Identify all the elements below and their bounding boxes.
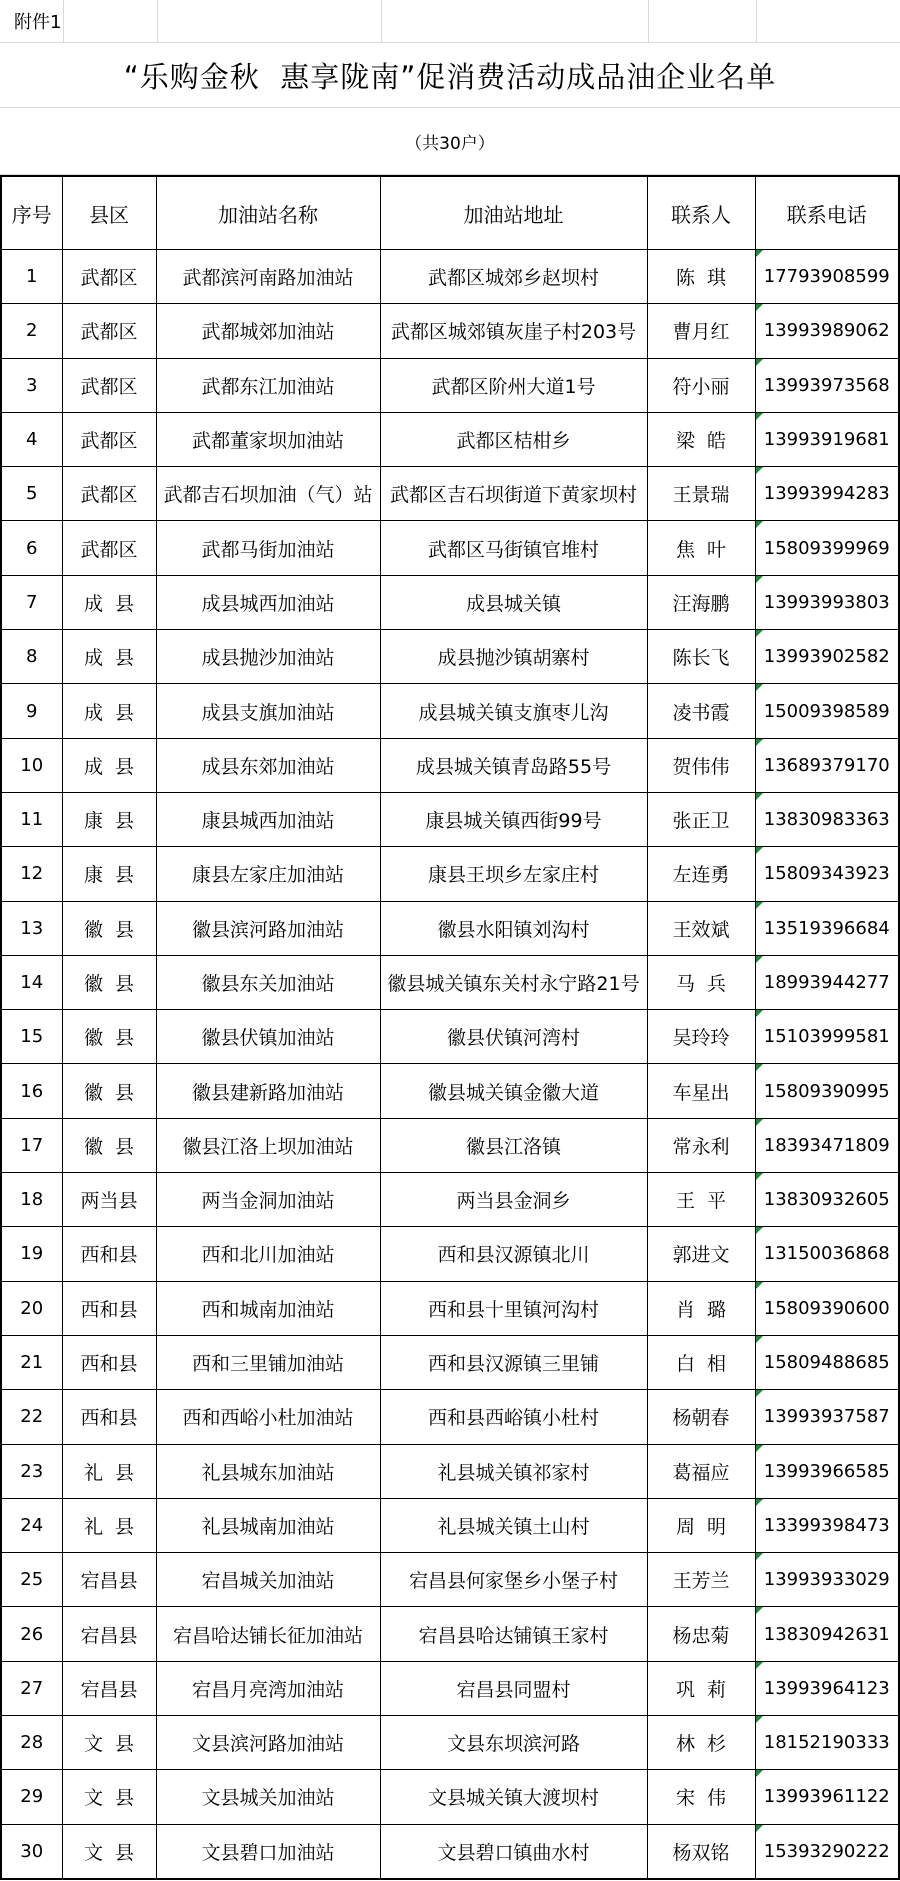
row-phone: 13830983363 (755, 792, 899, 846)
row-seq: 13 (1, 901, 62, 955)
row-station: 徽县滨河路加油站 (156, 901, 380, 955)
row-phone: 15103999581 (755, 1010, 899, 1064)
row-station: 西和城南加油站 (156, 1281, 380, 1335)
row-address: 文县碧口镇曲水村 (380, 1824, 647, 1879)
row-county: 成 县 (62, 630, 156, 684)
row-address: 成县城关镇青岛路55号 (380, 738, 647, 792)
header-station: 加油站名称 (156, 176, 380, 250)
row-station: 成县城西加油站 (156, 575, 380, 629)
row-contact: 符小丽 (647, 358, 755, 412)
table-row (1, 1281, 899, 1335)
row-county: 西和县 (62, 1227, 156, 1281)
row-county: 西和县 (62, 1281, 156, 1335)
row-address: 武都区吉石坝街道下黄家坝村 (380, 467, 647, 521)
row-phone: 13993961122 (755, 1770, 899, 1824)
header-contact: 联系人 (647, 176, 755, 250)
row-county: 成 县 (62, 738, 156, 792)
document-header (0, 0, 900, 175)
row-station: 成县支旗加油站 (156, 684, 380, 738)
row-station: 徽县伏镇加油站 (156, 1010, 380, 1064)
table-row (1, 1553, 899, 1607)
table-row (1, 955, 899, 1009)
row-phone: 13993994283 (755, 467, 899, 521)
row-station: 宕昌城关加油站 (156, 1553, 380, 1607)
row-seq: 17 (1, 1118, 62, 1172)
row-address: 宕昌县哈达铺镇王家村 (380, 1607, 647, 1661)
row-contact: 杨忠菊 (647, 1607, 755, 1661)
row-phone: 13993902582 (755, 630, 899, 684)
row-address: 武都区阶州大道1号 (380, 358, 647, 412)
row-station: 文县城关加油站 (156, 1770, 380, 1824)
header-seq: 序号 (1, 176, 62, 250)
row-phone: 13689379170 (755, 738, 899, 792)
row-address: 徽县水阳镇刘沟村 (380, 901, 647, 955)
table-row (1, 847, 899, 901)
row-contact: 左连勇 (647, 847, 755, 901)
table-row (1, 1607, 899, 1661)
row-seq: 29 (1, 1770, 62, 1824)
table-row (1, 684, 899, 738)
row-county: 武都区 (62, 521, 156, 575)
row-seq: 30 (1, 1824, 62, 1879)
header-address: 加油站地址 (380, 176, 647, 250)
row-address: 康县城关镇西街99号 (380, 792, 647, 846)
row-contact: 贺伟伟 (647, 738, 755, 792)
row-address: 徽县城关镇金徽大道 (380, 1064, 647, 1118)
table-row (1, 1064, 899, 1118)
table-row (1, 1390, 899, 1444)
row-contact: 郭进文 (647, 1227, 755, 1281)
row-county: 西和县 (62, 1335, 156, 1389)
row-county: 徽 县 (62, 901, 156, 955)
row-county: 文 县 (62, 1716, 156, 1770)
row-phone: 13993966585 (755, 1444, 899, 1498)
row-address: 徽县城关镇东关村永宁路21号 (380, 955, 647, 1009)
attachment-label: 附件1 (0, 0, 63, 43)
table-row (1, 1118, 899, 1172)
row-seq: 5 (1, 467, 62, 521)
row-seq: 14 (1, 955, 62, 1009)
row-station: 成县东郊加油站 (156, 738, 380, 792)
row-address: 徽县伏镇河湾村 (380, 1010, 647, 1064)
row-contact: 凌书霞 (647, 684, 755, 738)
row-seq: 20 (1, 1281, 62, 1335)
row-address: 宕昌县同盟村 (380, 1661, 647, 1715)
row-phone: 13150036868 (755, 1227, 899, 1281)
row-address: 武都区马街镇官堆村 (380, 521, 647, 575)
row-seq: 18 (1, 1173, 62, 1227)
row-phone: 13993993803 (755, 575, 899, 629)
row-phone: 18393471809 (755, 1118, 899, 1172)
table-row (1, 738, 899, 792)
row-seq: 8 (1, 630, 62, 684)
row-seq: 24 (1, 1498, 62, 1552)
row-seq: 2 (1, 304, 62, 358)
station-table (0, 175, 900, 1880)
row-contact: 汪海鹏 (647, 575, 755, 629)
row-station: 徽县江洛上坝加油站 (156, 1118, 380, 1172)
row-contact: 葛福应 (647, 1444, 755, 1498)
row-station: 文县滨河路加油站 (156, 1716, 380, 1770)
row-county: 康 县 (62, 847, 156, 901)
document-subtitle: （共30户） (0, 108, 900, 175)
table-row (1, 304, 899, 358)
row-address: 西和县西峪镇小杜村 (380, 1390, 647, 1444)
row-contact: 曹月红 (647, 304, 755, 358)
row-contact: 周 明 (647, 1498, 755, 1552)
table-row (1, 1716, 899, 1770)
row-contact: 王景瑞 (647, 467, 755, 521)
row-station: 徽县建新路加油站 (156, 1064, 380, 1118)
row-station: 礼县城南加油站 (156, 1498, 380, 1552)
row-seq: 3 (1, 358, 62, 412)
row-county: 两当县 (62, 1173, 156, 1227)
table-header-row (1, 176, 899, 250)
row-phone: 18152190333 (755, 1716, 899, 1770)
table-row (1, 901, 899, 955)
row-seq: 7 (1, 575, 62, 629)
row-county: 西和县 (62, 1390, 156, 1444)
row-station: 武都东江加油站 (156, 358, 380, 412)
row-seq: 1 (1, 250, 62, 304)
row-county: 宕昌县 (62, 1553, 156, 1607)
row-phone: 15809390995 (755, 1064, 899, 1118)
row-address: 武都区城郊乡赵坝村 (380, 250, 647, 304)
row-station: 武都滨河南路加油站 (156, 250, 380, 304)
row-station: 康县左家庄加油站 (156, 847, 380, 901)
row-station: 礼县城东加油站 (156, 1444, 380, 1498)
row-seq: 23 (1, 1444, 62, 1498)
row-station: 徽县东关加油站 (156, 955, 380, 1009)
row-contact: 白 相 (647, 1335, 755, 1389)
row-county: 成 县 (62, 684, 156, 738)
row-contact: 杨朝春 (647, 1390, 755, 1444)
row-address: 西和县汉源镇三里铺 (380, 1335, 647, 1389)
row-contact: 王效斌 (647, 901, 755, 955)
table-row (1, 575, 899, 629)
row-address: 成县抛沙镇胡寨村 (380, 630, 647, 684)
row-station: 武都马街加油站 (156, 521, 380, 575)
row-phone: 13993973568 (755, 358, 899, 412)
row-phone: 13993937587 (755, 1390, 899, 1444)
row-phone: 15809399969 (755, 521, 899, 575)
row-station: 武都吉石坝加油（气）站 (156, 467, 380, 521)
row-seq: 12 (1, 847, 62, 901)
row-address: 徽县江洛镇 (380, 1118, 647, 1172)
row-station: 西和三里铺加油站 (156, 1335, 380, 1389)
row-county: 徽 县 (62, 1010, 156, 1064)
row-contact: 常永利 (647, 1118, 755, 1172)
row-contact: 吴玲玲 (647, 1010, 755, 1064)
table-row (1, 412, 899, 466)
table-row (1, 1227, 899, 1281)
table-row (1, 250, 899, 304)
row-contact: 巩 莉 (647, 1661, 755, 1715)
row-contact: 宋 伟 (647, 1770, 755, 1824)
table-row (1, 1498, 899, 1552)
row-phone: 17793908599 (755, 250, 899, 304)
row-seq: 6 (1, 521, 62, 575)
row-contact: 肖 璐 (647, 1281, 755, 1335)
row-station: 两当金洞加油站 (156, 1173, 380, 1227)
row-phone: 13993919681 (755, 412, 899, 466)
row-seq: 10 (1, 738, 62, 792)
row-station: 武都董家坝加油站 (156, 412, 380, 466)
row-phone: 13519396684 (755, 901, 899, 955)
table-row (1, 521, 899, 575)
row-phone: 13993964123 (755, 1661, 899, 1715)
row-station: 宕昌月亮湾加油站 (156, 1661, 380, 1715)
row-address: 成县城关镇支旗枣儿沟 (380, 684, 647, 738)
row-county: 武都区 (62, 412, 156, 466)
row-contact: 焦 叶 (647, 521, 755, 575)
row-station: 康县城西加油站 (156, 792, 380, 846)
row-contact: 王 平 (647, 1173, 755, 1227)
table-row (1, 467, 899, 521)
document-title: “乐购金秋 惠享陇南”促消费活动成品油企业名单 (0, 43, 900, 108)
row-county: 徽 县 (62, 1118, 156, 1172)
row-contact: 张正卫 (647, 792, 755, 846)
table-row (1, 358, 899, 412)
row-county: 徽 县 (62, 1064, 156, 1118)
table-row (1, 792, 899, 846)
row-seq: 9 (1, 684, 62, 738)
row-address: 武都区城郊镇灰崖子村203号 (380, 304, 647, 358)
row-contact: 杨双铭 (647, 1824, 755, 1879)
row-county: 武都区 (62, 467, 156, 521)
header-county: 县区 (62, 176, 156, 250)
row-address: 文县东坝滨河路 (380, 1716, 647, 1770)
table-row (1, 1335, 899, 1389)
table-row (1, 1173, 899, 1227)
row-phone: 15809343923 (755, 847, 899, 901)
row-county: 成 县 (62, 575, 156, 629)
header-phone: 联系电话 (755, 176, 899, 250)
row-county: 礼 县 (62, 1444, 156, 1498)
row-address: 两当县金洞乡 (380, 1173, 647, 1227)
row-station: 宕昌哈达铺长征加油站 (156, 1607, 380, 1661)
row-phone: 15809390600 (755, 1281, 899, 1335)
row-phone: 18993944277 (755, 955, 899, 1009)
row-county: 徽 县 (62, 955, 156, 1009)
row-county: 武都区 (62, 358, 156, 412)
row-station: 成县抛沙加油站 (156, 630, 380, 684)
row-seq: 11 (1, 792, 62, 846)
row-seq: 4 (1, 412, 62, 466)
row-address: 礼县城关镇土山村 (380, 1498, 647, 1552)
table-row (1, 630, 899, 684)
row-phone: 13993933029 (755, 1553, 899, 1607)
row-phone: 13830942631 (755, 1607, 899, 1661)
table-row (1, 1661, 899, 1715)
row-address: 文县城关镇大渡坝村 (380, 1770, 647, 1824)
row-contact: 陈长飞 (647, 630, 755, 684)
row-phone: 13993989062 (755, 304, 899, 358)
row-county: 宕昌县 (62, 1607, 156, 1661)
row-contact: 车星出 (647, 1064, 755, 1118)
row-station: 西和西峪小杜加油站 (156, 1390, 380, 1444)
row-station: 文县碧口加油站 (156, 1824, 380, 1879)
row-seq: 22 (1, 1390, 62, 1444)
table-row (1, 1010, 899, 1064)
row-phone: 13830932605 (755, 1173, 899, 1227)
row-contact: 陈 琪 (647, 250, 755, 304)
row-contact: 梁 皓 (647, 412, 755, 466)
row-phone: 15809488685 (755, 1335, 899, 1389)
row-county: 武都区 (62, 304, 156, 358)
row-address: 康县王坝乡左家庄村 (380, 847, 647, 901)
row-county: 文 县 (62, 1824, 156, 1879)
row-phone: 15393290222 (755, 1824, 899, 1879)
table-row (1, 1770, 899, 1824)
row-station: 武都城郊加油站 (156, 304, 380, 358)
row-seq: 21 (1, 1335, 62, 1389)
row-county: 康 县 (62, 792, 156, 846)
row-phone: 15009398589 (755, 684, 899, 738)
row-contact: 马 兵 (647, 955, 755, 1009)
row-contact: 王芳兰 (647, 1553, 755, 1607)
row-seq: 19 (1, 1227, 62, 1281)
table-row (1, 1444, 899, 1498)
row-seq: 25 (1, 1553, 62, 1607)
row-contact: 林 杉 (647, 1716, 755, 1770)
row-seq: 15 (1, 1010, 62, 1064)
row-county: 武都区 (62, 250, 156, 304)
row-address: 武都区桔柑乡 (380, 412, 647, 466)
row-seq: 28 (1, 1716, 62, 1770)
row-phone: 13399398473 (755, 1498, 899, 1552)
row-seq: 27 (1, 1661, 62, 1715)
row-address: 礼县城关镇祁家村 (380, 1444, 647, 1498)
row-seq: 26 (1, 1607, 62, 1661)
row-seq: 16 (1, 1064, 62, 1118)
table-row (1, 1824, 899, 1879)
row-station: 西和北川加油站 (156, 1227, 380, 1281)
row-address: 西和县十里镇河沟村 (380, 1281, 647, 1335)
row-address: 西和县汉源镇北川 (380, 1227, 647, 1281)
row-county: 宕昌县 (62, 1661, 156, 1715)
row-address: 成县城关镇 (380, 575, 647, 629)
row-county: 礼 县 (62, 1498, 156, 1552)
row-address: 宕昌县何家堡乡小堡子村 (380, 1553, 647, 1607)
row-county: 文 县 (62, 1770, 156, 1824)
